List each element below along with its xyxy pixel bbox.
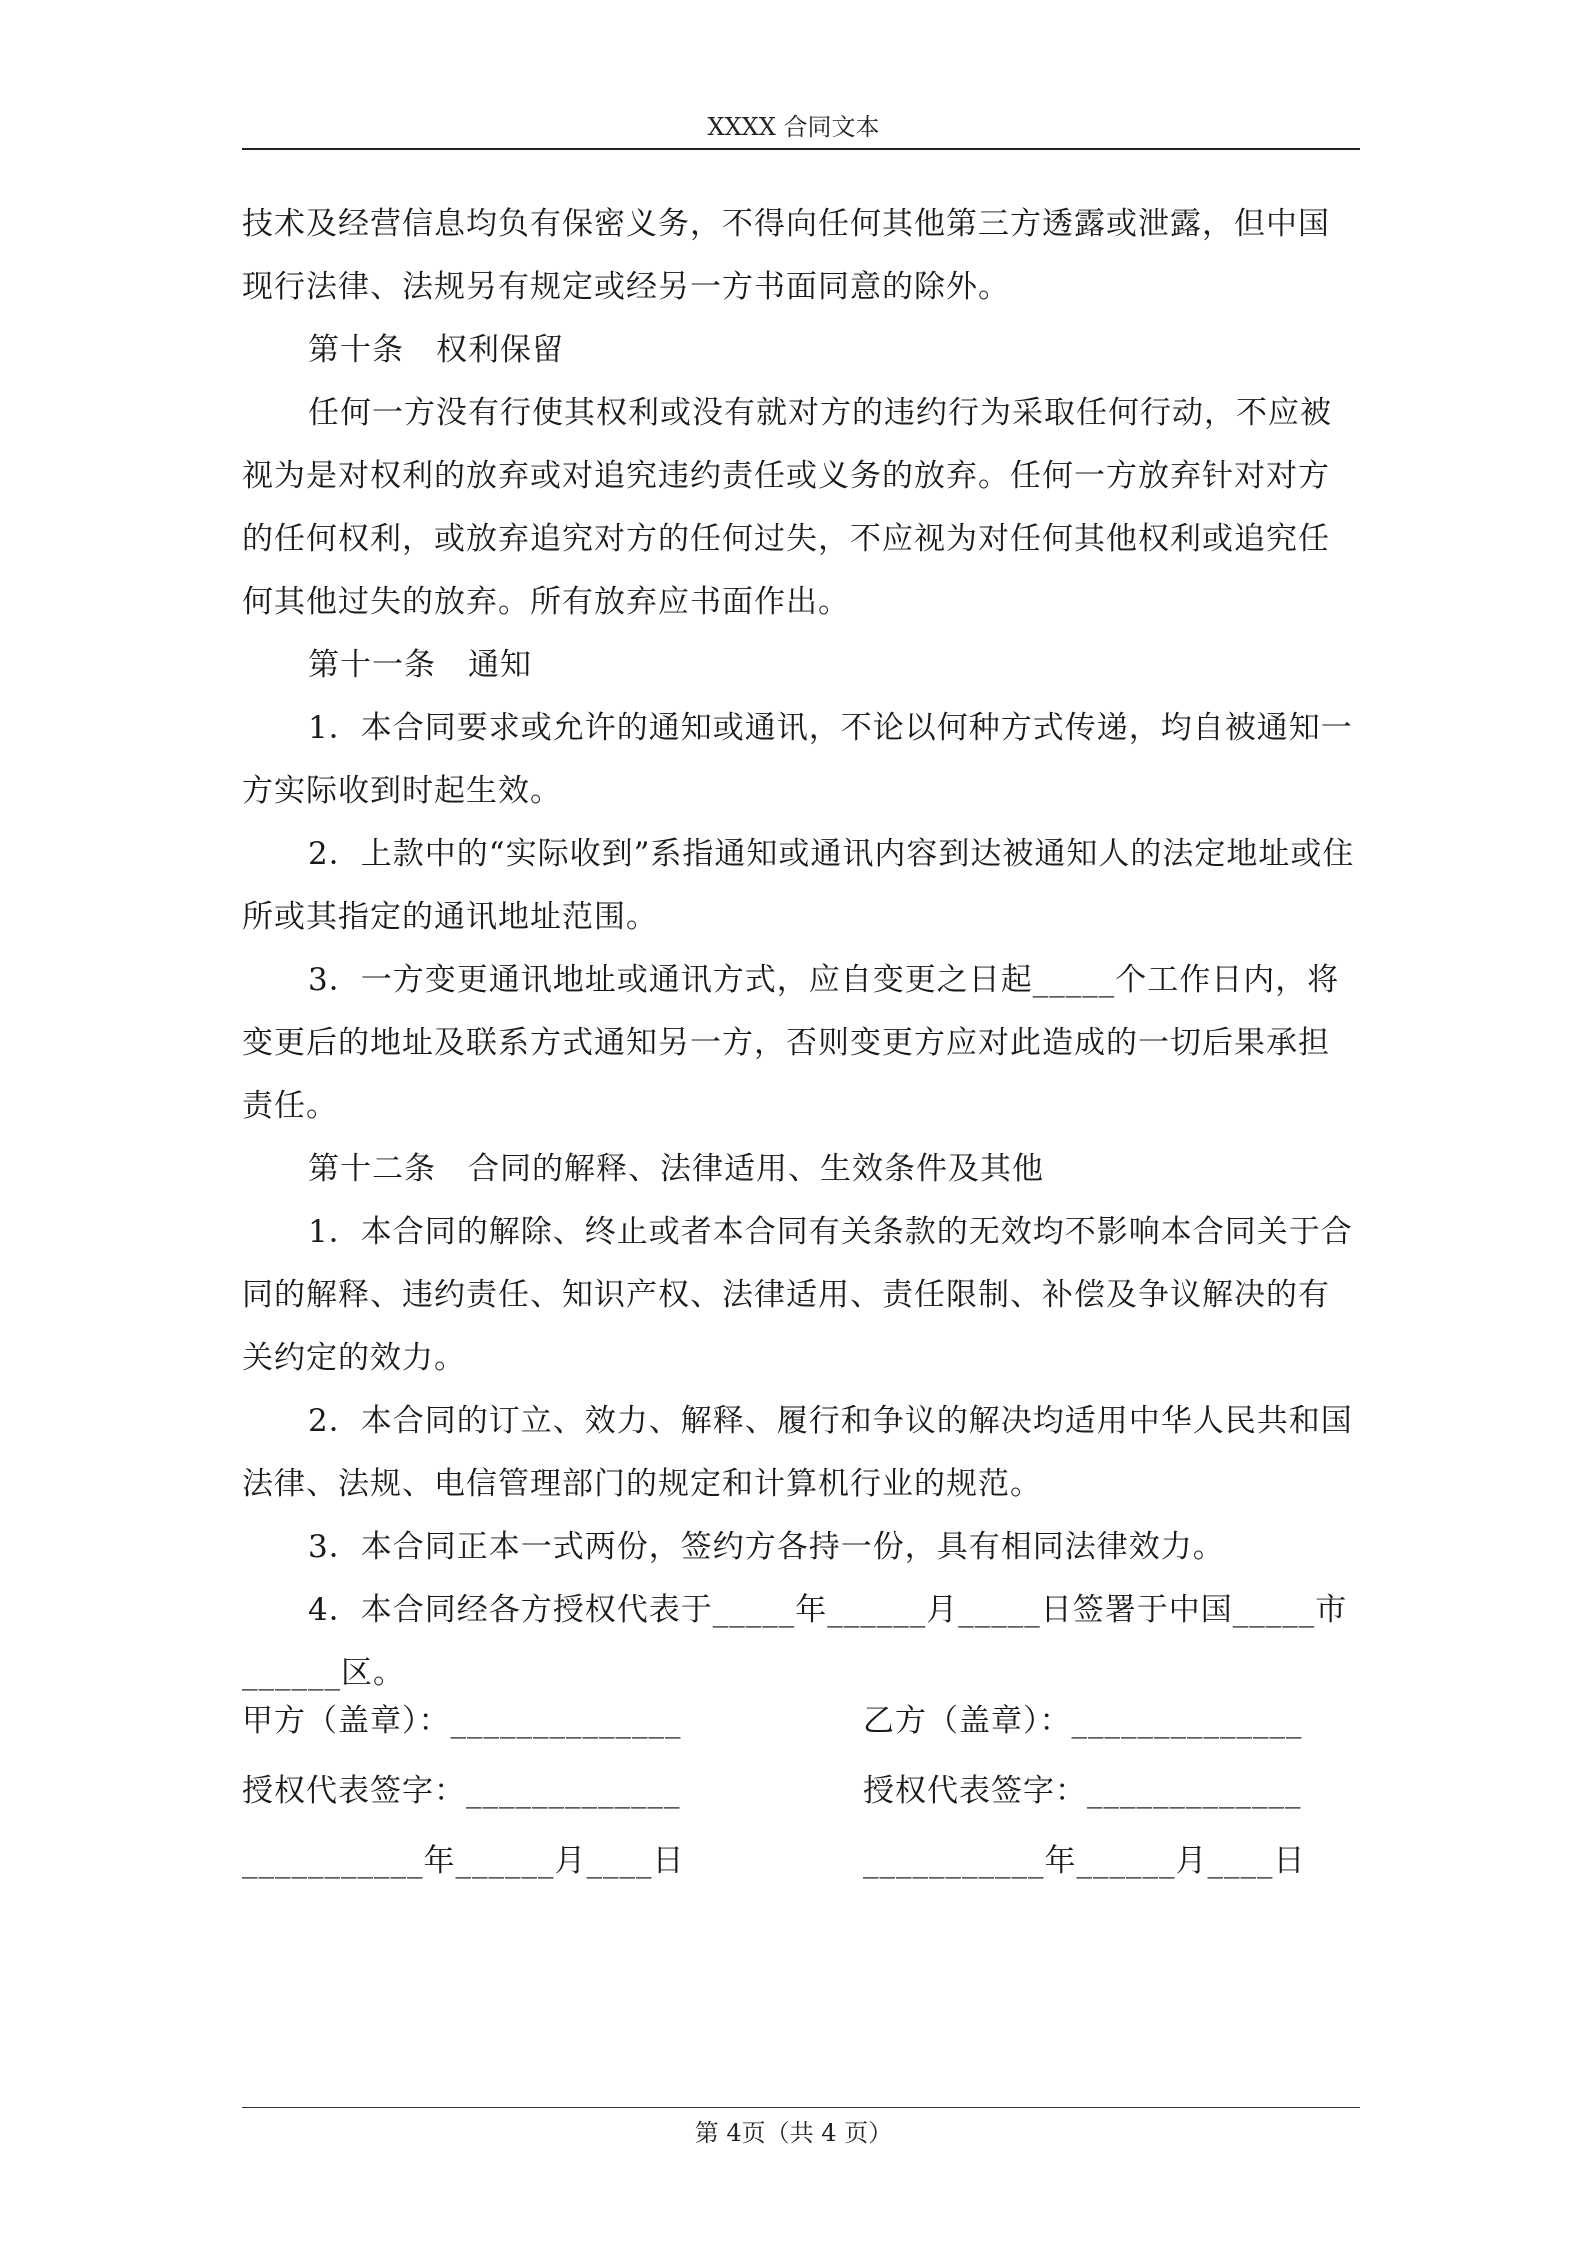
- party-b-signature: [863, 1686, 1383, 1896]
- page-number: 第 4页（共 4 页）: [694, 2119, 893, 2147]
- article-11-clause-2: 2．上款中的“实际收到”系指通知或通讯内容到达被通知人的法定地址或住所或其指定的通讯地址范围。: [242, 836, 1355, 935]
- contract-body: [242, 193, 1360, 1705]
- party-b-representative-line: 授权代表签字：_____________: [863, 1773, 1302, 1809]
- article-12-clause-3: 3．本合同正本一式两份，签约方各持一份，具有相同法律效力。: [308, 1529, 1225, 1565]
- article-12-clause-1: 1．本合同的解除、终止或者本合同有关条款的无效均不影响本合同关于合同的解释、违约责任、知识产权、法律适用、责任限制、补偿及争议解决的有关约定的效力。: [242, 1214, 1353, 1376]
- party-b-seal-line: 乙方（盖章）：______________: [863, 1703, 1303, 1739]
- article-12-clause-2: 2．本合同的订立、效力、解释、履行和争议的解决均适用中华人民共和国法律、法规、电信管理部门的规定和计算机行业的规范。: [242, 1403, 1353, 1502]
- article-11-title: 第十一条 通知: [308, 647, 532, 683]
- party-a-date-line: ___________年______月____日: [242, 1843, 685, 1879]
- article-11-clause-3: 3．一方变更通讯地址或通讯方式，应自变更之日起_____个工作日内，将变更后的地址及联系方式通知另一方，否则变更方应对此造成的一切后果承担责任。: [242, 962, 1340, 1124]
- article-10-title: 第十条 权利保留: [308, 332, 564, 368]
- party-a-signature: [242, 1686, 762, 1896]
- footer-divider: [242, 2107, 1360, 2108]
- party-b-date-line: ___________年______月____日: [863, 1843, 1306, 1879]
- party-a-seal-line: 甲方（盖章）：______________: [242, 1703, 682, 1739]
- paragraph-continued: 技术及经营信息均负有保密义务，不得向任何其他第三方透露或泄露，但中国现行法律、法规另有规定或经另一方书面同意的除外。: [242, 206, 1330, 305]
- article-10-text: 任何一方没有行使其权利或没有就对方的违约行为采取任何行动，不应被视为是对权利的放弃或对追究违约责任或义务的放弃。任何一方放弃针对对方的任何权利，或放弃追究对方的任何过失，不应视为对任何其他权利或追究任何其他过失的放弃。所有放弃应书面作出。: [242, 395, 1332, 620]
- party-a-representative-line: 授权代表签字：_____________: [242, 1773, 681, 1809]
- header-divider: [242, 148, 1360, 150]
- article-12-clause-4: 4．本合同经各方授权代表于_____年______月_____日签署于中国_____市______区。: [242, 1592, 1348, 1691]
- article-12-title: 第十二条 合同的解释、法律适用、生效条件及其他: [308, 1151, 1044, 1187]
- article-11-clause-1: 1．本合同要求或允许的通知或通讯，不论以何种方式传递，均自被通知一方实际收到时起生效。: [242, 710, 1353, 809]
- header-title: XXXX 合同文本: [707, 113, 880, 141]
